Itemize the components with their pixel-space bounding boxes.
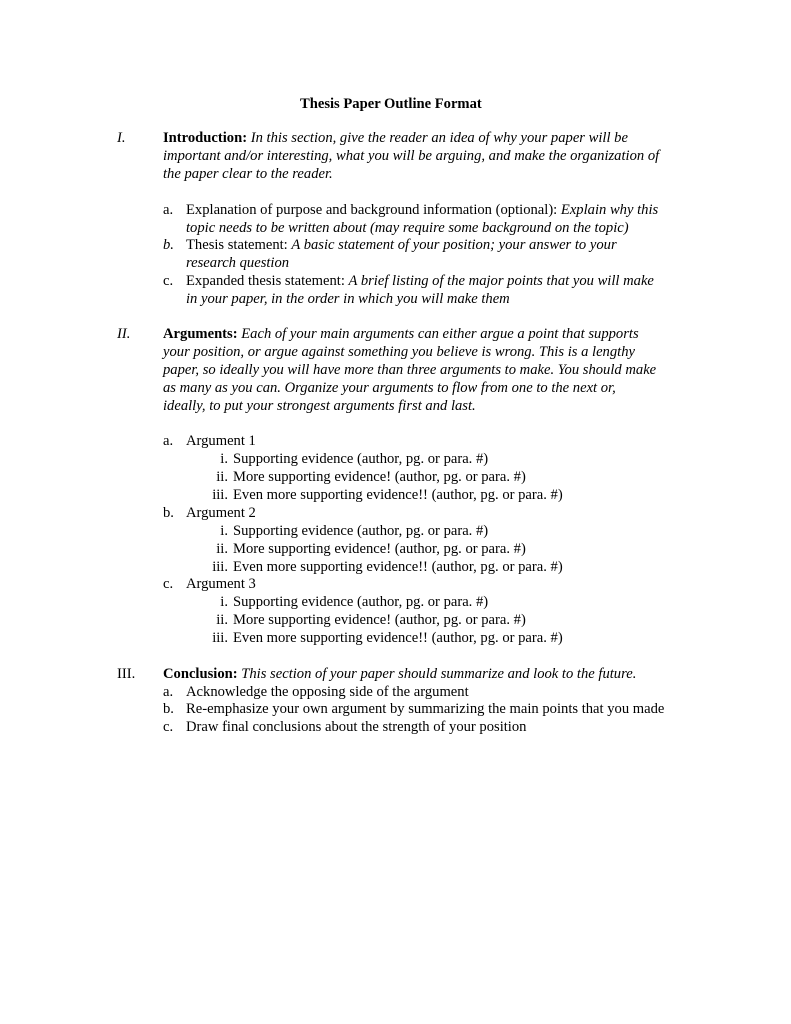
outline-item-letter: c. [163,719,174,735]
outline-item: Acknowledge the opposing side of the argument [186,684,469,700]
outline-item-letter: a. [163,684,174,700]
outline-item-letter: b. [163,701,174,717]
outline-item-detail: in your paper, in the order in which you will make them [186,291,510,307]
evidence-item: Supporting evidence (author, pg. or para. #) [233,523,489,539]
outline-item-detail: topic needs to be written about (may require some background on the topic) [186,220,629,236]
argument-letter: b. [163,505,174,521]
outline-item-detail: Explain why this [560,202,659,218]
outline-item-letter: b. [163,237,174,253]
evidence-numeral: ii. [216,469,228,485]
evidence-numeral: ii. [216,612,228,628]
section-1-numeral: I. [117,130,126,146]
evidence-numeral: ii. [216,541,228,557]
evidence-numeral: iii. [212,559,228,575]
section-2-numeral: II. [117,326,131,342]
evidence-item: Even more supporting evidence!! (author, pg. or para. #) [233,487,563,503]
outline-item-label: Thesis statement: [186,237,288,253]
argument-label: Argument 1 [186,433,256,449]
section-2-description: Each of your main arguments can either argue a point that supports [241,326,639,342]
evidence-item: More supporting evidence! (author, pg. or para. #) [233,612,526,628]
section-2-heading: Arguments: [163,326,238,342]
evidence-item: Even more supporting evidence!! (author, pg. or para. #) [233,559,563,575]
section-2-heading-line [163,325,639,343]
argument-letter: a. [163,433,174,449]
section-2-description: ideally, to put your strongest arguments first and last. [163,398,476,414]
section-1-description: important and/or interesting, what you will be arguing, and make the organization of [163,148,660,164]
section-3-heading: Conclusion: [163,666,238,682]
outline-item-detail: A basic statement of your position; your answer to your [291,237,617,253]
evidence-item: More supporting evidence! (author, pg. or para. #) [233,469,526,485]
evidence-item: Supporting evidence (author, pg. or para. #) [233,451,489,467]
outline-item [186,201,658,219]
outline-item-detail: A brief listing of the major points that you will make [348,273,654,289]
section-1-heading-line [163,129,628,147]
section-2-description: your position, or argue against something you believe is wrong. This is a lengthy [163,344,635,360]
argument-label: Argument 3 [186,576,256,592]
outline-item-detail: research question [186,255,290,271]
section-1-description: the paper clear to the reader. [163,166,333,182]
outline-item-letter: c. [163,273,174,289]
outline-item-letter: a. [163,202,174,218]
outline-item-label: Explanation of purpose and background information (optional): [186,202,558,218]
evidence-numeral: iii. [212,487,228,503]
argument-label: Argument 2 [186,505,256,521]
evidence-numeral: i. [220,594,228,610]
evidence-item: Supporting evidence (author, pg. or para. #) [233,594,489,610]
argument-letter: c. [163,576,174,592]
section-3-description: This section of your paper should summarize and look to the future. [241,666,637,682]
section-1-heading: Introduction: [163,130,248,146]
section-2-description: as many as you can. Organize your arguments to flow from one to the next or, [163,380,616,396]
page-title: Thesis Paper Outline Format [300,96,482,112]
section-2-description: paper, so ideally you will have more than three arguments to make. You should make [163,362,657,378]
outline-item [186,272,654,290]
evidence-item: Even more supporting evidence!! (author, pg. or para. #) [233,630,563,646]
outline-item-label: Expanded thesis statement: [186,273,345,289]
section-3-heading-line [163,665,636,683]
evidence-numeral: iii. [212,630,228,646]
section-1-description: In this section, give the reader an idea of why your paper will be [250,130,628,146]
section-3-numeral: III. [117,666,136,682]
outline-item: Draw final conclusions about the strength of your position [186,719,527,735]
evidence-item: More supporting evidence! (author, pg. or para. #) [233,541,526,557]
outline-item [186,236,617,254]
outline-item: Re-emphasize your own argument by summarizing the main points that you made [186,701,665,717]
evidence-numeral: i. [220,523,228,539]
evidence-numeral: i. [220,451,228,467]
